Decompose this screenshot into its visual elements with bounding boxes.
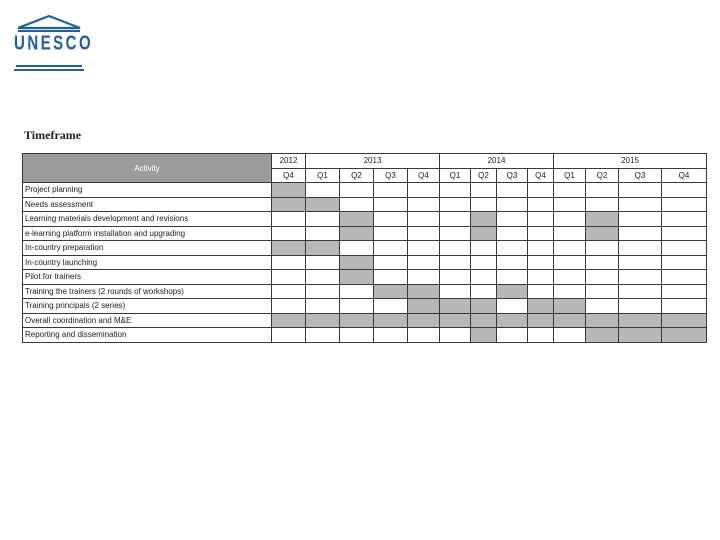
timeline-cell-active bbox=[340, 313, 374, 328]
timeline-cell-empty bbox=[374, 183, 408, 198]
timeline-cell-empty bbox=[497, 270, 528, 285]
timeline-cell-empty bbox=[528, 197, 554, 212]
quarter-header: Q1 bbox=[440, 168, 471, 183]
table-row bbox=[23, 270, 707, 285]
activity-column-header: Activity bbox=[23, 154, 272, 183]
timeline-cell-empty bbox=[306, 284, 340, 299]
timeline-cell-active bbox=[662, 328, 707, 343]
timeline-cell-active bbox=[272, 197, 306, 212]
timeline-cell-empty bbox=[272, 226, 306, 241]
quarter-header: Q2 bbox=[340, 168, 374, 183]
timeline-cell-empty bbox=[528, 183, 554, 198]
timeline-cell-active bbox=[586, 226, 619, 241]
quarter-header: Q3 bbox=[497, 168, 528, 183]
timeline-cell-empty bbox=[528, 226, 554, 241]
timeframe-table-body bbox=[23, 183, 707, 343]
timeline-cell-empty bbox=[374, 299, 408, 314]
activity-label: Pilot for trainers bbox=[23, 270, 272, 285]
quarter-header: Q4 bbox=[408, 168, 440, 183]
timeline-cell-empty bbox=[619, 226, 662, 241]
timeline-cell-empty bbox=[408, 328, 440, 343]
timeline-cell-active bbox=[497, 313, 528, 328]
timeline-cell-active bbox=[619, 328, 662, 343]
timeline-cell-empty bbox=[619, 183, 662, 198]
timeline-cell-active bbox=[272, 241, 306, 256]
activity-label: In-country launching bbox=[23, 255, 272, 270]
timeline-cell-empty bbox=[408, 226, 440, 241]
timeline-cell-empty bbox=[554, 183, 586, 198]
timeline-cell-empty bbox=[554, 284, 586, 299]
timeline-cell-empty bbox=[408, 255, 440, 270]
timeline-cell-active bbox=[471, 299, 497, 314]
timeline-cell-active bbox=[619, 313, 662, 328]
timeline-cell-empty bbox=[340, 241, 374, 256]
quarter-header: Q3 bbox=[619, 168, 662, 183]
table-row bbox=[23, 255, 707, 270]
timeline-cell-empty bbox=[306, 328, 340, 343]
timeline-cell-empty bbox=[306, 226, 340, 241]
timeline-cell-active bbox=[440, 299, 471, 314]
timeline-cell-empty bbox=[440, 270, 471, 285]
timeline-cell-active bbox=[554, 299, 586, 314]
activity-label: Learning materials development and revisions bbox=[23, 212, 272, 227]
timeline-cell-active bbox=[471, 328, 497, 343]
timeline-cell-empty bbox=[586, 241, 619, 256]
timeline-cell-empty bbox=[440, 226, 471, 241]
timeline-cell-empty bbox=[471, 197, 497, 212]
timeline-cell-empty bbox=[662, 255, 707, 270]
timeline-cell-empty bbox=[374, 197, 408, 212]
timeline-cell-empty bbox=[497, 212, 528, 227]
timeline-cell-empty bbox=[340, 183, 374, 198]
timeline-cell-empty bbox=[662, 183, 707, 198]
timeline-cell-empty bbox=[374, 226, 408, 241]
timeline-cell-empty bbox=[528, 212, 554, 227]
timeline-cell-empty bbox=[554, 197, 586, 212]
timeline-cell-empty bbox=[471, 255, 497, 270]
timeline-cell-active bbox=[408, 299, 440, 314]
timeline-cell-empty bbox=[619, 212, 662, 227]
timeline-cell-empty bbox=[619, 255, 662, 270]
timeline-cell-empty bbox=[586, 270, 619, 285]
timeline-cell-empty bbox=[497, 299, 528, 314]
timeline-cell-empty bbox=[440, 284, 471, 299]
quarter-header: Q4 bbox=[662, 168, 707, 183]
timeline-cell-empty bbox=[272, 270, 306, 285]
timeline-cell-active bbox=[440, 313, 471, 328]
table-row bbox=[23, 241, 707, 256]
timeline-cell-empty bbox=[374, 255, 408, 270]
timeline-cell-empty bbox=[586, 284, 619, 299]
timeline-cell-active bbox=[306, 241, 340, 256]
timeline-cell-empty bbox=[528, 255, 554, 270]
table-row bbox=[23, 197, 707, 212]
timeline-cell-active bbox=[408, 313, 440, 328]
timeline-cell-empty bbox=[340, 299, 374, 314]
quarter-header: Q2 bbox=[586, 168, 619, 183]
timeline-cell-empty bbox=[408, 241, 440, 256]
activity-label: Training the trainers (2 rounds of workshops) bbox=[23, 284, 272, 299]
section-title: Timeframe bbox=[24, 128, 82, 142]
timeline-cell-empty bbox=[272, 299, 306, 314]
activity-label: Reporting and dissemination bbox=[23, 328, 272, 343]
table-row bbox=[23, 226, 707, 241]
timeline-cell-empty bbox=[554, 270, 586, 285]
timeline-cell-empty bbox=[528, 284, 554, 299]
timeline-cell-empty bbox=[408, 212, 440, 227]
timeline-cell-empty bbox=[306, 299, 340, 314]
timeline-cell-empty bbox=[662, 241, 707, 256]
timeline-cell-empty bbox=[554, 328, 586, 343]
table-row bbox=[23, 284, 707, 299]
timeline-cell-active bbox=[586, 313, 619, 328]
timeline-cell-active bbox=[471, 313, 497, 328]
timeline-cell-empty bbox=[440, 183, 471, 198]
timeline-cell-empty bbox=[471, 284, 497, 299]
timeline-cell-active bbox=[662, 313, 707, 328]
table-row bbox=[23, 299, 707, 314]
table-row bbox=[23, 183, 707, 198]
timeline-cell-empty bbox=[662, 270, 707, 285]
timeline-cell-empty bbox=[408, 197, 440, 212]
timeline-cell-empty bbox=[586, 299, 619, 314]
year-header: 2013 bbox=[306, 154, 440, 169]
timeline-cell-active bbox=[272, 183, 306, 198]
timeline-cell-active bbox=[554, 313, 586, 328]
activity-label: Overall coordination and M&E bbox=[23, 313, 272, 328]
timeline-cell-active bbox=[374, 313, 408, 328]
quarter-header: Q4 bbox=[528, 168, 554, 183]
timeline-cell-empty bbox=[340, 284, 374, 299]
timeline-cell-empty bbox=[471, 241, 497, 256]
timeline-cell-empty bbox=[340, 328, 374, 343]
timeline-cell-empty bbox=[408, 270, 440, 285]
timeline-cell-empty bbox=[374, 212, 408, 227]
timeline-cell-active bbox=[340, 270, 374, 285]
timeline-cell-empty bbox=[340, 197, 374, 212]
timeline-cell-empty bbox=[528, 241, 554, 256]
timeline-cell-empty bbox=[619, 197, 662, 212]
timeline-cell-empty bbox=[497, 241, 528, 256]
table-row bbox=[23, 313, 707, 328]
timeline-cell-active bbox=[340, 255, 374, 270]
timeline-cell-empty bbox=[554, 226, 586, 241]
timeline-cell-empty bbox=[586, 197, 619, 212]
timeline-cell-empty bbox=[440, 212, 471, 227]
timeline-cell-active bbox=[408, 284, 440, 299]
timeline-cell-active bbox=[586, 328, 619, 343]
timeline-cell-active bbox=[471, 212, 497, 227]
timeline-cell-empty bbox=[528, 270, 554, 285]
year-header: 2015 bbox=[554, 154, 707, 169]
timeline-cell-empty bbox=[306, 212, 340, 227]
timeline-cell-empty bbox=[662, 284, 707, 299]
timeline-cell-empty bbox=[528, 328, 554, 343]
timeline-cell-empty bbox=[306, 255, 340, 270]
timeline-cell-active bbox=[471, 226, 497, 241]
timeline-cell-empty bbox=[440, 328, 471, 343]
timeline-cell-empty bbox=[440, 241, 471, 256]
year-header: 2014 bbox=[440, 154, 554, 169]
timeline-cell-active bbox=[306, 313, 340, 328]
timeline-cell-active bbox=[306, 197, 340, 212]
timeline-cell-empty bbox=[272, 255, 306, 270]
timeline-cell-empty bbox=[272, 212, 306, 227]
timeline-cell-empty bbox=[497, 226, 528, 241]
activity-label: Needs assessment bbox=[23, 197, 272, 212]
quarter-header: Q1 bbox=[554, 168, 586, 183]
timeline-cell-empty bbox=[662, 197, 707, 212]
quarter-header: Q1 bbox=[306, 168, 340, 183]
quarter-header: Q2 bbox=[471, 168, 497, 183]
timeline-cell-empty bbox=[554, 255, 586, 270]
timeline-cell-empty bbox=[497, 328, 528, 343]
timeline-cell-empty bbox=[440, 197, 471, 212]
activity-label: In-country preparation bbox=[23, 241, 272, 256]
timeline-cell-empty bbox=[306, 183, 340, 198]
year-header-row bbox=[23, 154, 707, 169]
timeline-cell-empty bbox=[497, 197, 528, 212]
timeline-cell-empty bbox=[374, 328, 408, 343]
timeline-cell-empty bbox=[619, 299, 662, 314]
timeline-cell-empty bbox=[471, 270, 497, 285]
timeline-cell-empty bbox=[408, 183, 440, 198]
timeline-cell-empty bbox=[497, 255, 528, 270]
timeline-cell-active bbox=[497, 284, 528, 299]
timeline-cell-empty bbox=[586, 255, 619, 270]
timeline-cell-empty bbox=[497, 183, 528, 198]
timeline-cell-empty bbox=[306, 270, 340, 285]
unesco-logo-text: UNESCO bbox=[14, 32, 94, 55]
timeframe-table bbox=[22, 153, 707, 343]
timeline-cell-empty bbox=[554, 212, 586, 227]
quarter-header: Q3 bbox=[374, 168, 408, 183]
timeline-cell-empty bbox=[272, 328, 306, 343]
year-header: 2012 bbox=[272, 154, 306, 169]
timeline-cell-active bbox=[272, 313, 306, 328]
timeline-cell-empty bbox=[662, 299, 707, 314]
timeline-cell-active bbox=[374, 284, 408, 299]
timeline-cell-empty bbox=[374, 270, 408, 285]
timeline-cell-empty bbox=[619, 284, 662, 299]
activity-label: e-learning platform installation and upgrading bbox=[23, 226, 272, 241]
quarter-header: Q4 bbox=[272, 168, 306, 183]
timeline-cell-active bbox=[528, 299, 554, 314]
timeline-cell-active bbox=[586, 212, 619, 227]
table-row bbox=[23, 212, 707, 227]
timeline-cell-empty bbox=[554, 241, 586, 256]
timeline-cell-empty bbox=[662, 226, 707, 241]
timeline-cell-empty bbox=[662, 212, 707, 227]
timeline-cell-empty bbox=[440, 255, 471, 270]
timeline-cell-active bbox=[340, 212, 374, 227]
timeline-cell-empty bbox=[619, 241, 662, 256]
activity-label: Training principals (2 series) bbox=[23, 299, 272, 314]
table-row bbox=[23, 328, 707, 343]
timeline-cell-empty bbox=[619, 270, 662, 285]
timeline-cell-empty bbox=[586, 183, 619, 198]
timeline-cell-active bbox=[340, 226, 374, 241]
timeline-cell-empty bbox=[471, 183, 497, 198]
activity-label: Project planning bbox=[23, 183, 272, 198]
timeline-cell-empty bbox=[272, 284, 306, 299]
timeline-cell-active bbox=[528, 313, 554, 328]
timeline-cell-empty bbox=[374, 241, 408, 256]
